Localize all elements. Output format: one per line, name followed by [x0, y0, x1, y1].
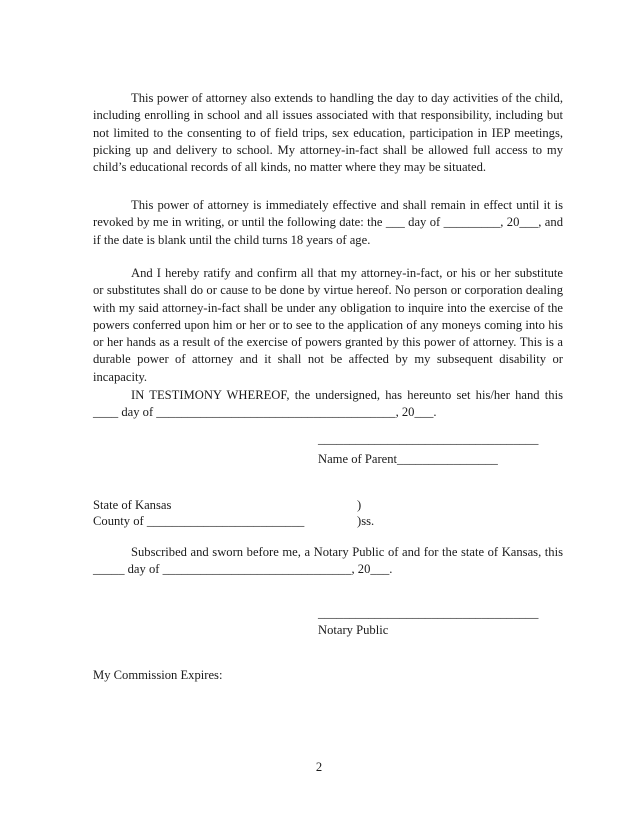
- paragraph-notary-subscription: Subscribed and sworn before me, a Notary Public of and for the state of Kansas, this _____ day of ______________________________, 20___.: [93, 545, 563, 577]
- county-ss-mark: )ss.: [357, 514, 375, 528]
- paragraph-educational-authority: This power of attorney also extends to handling the day to day activities of the child, including enrolling in school and all issues associated with that responsibility, including but not limited to the consenting to of field trips, sex education, participation in IEP meetings, picking up and delivery to school. My attorney-in-fact shall be allowed full access to my child’s educational records of all kinds, no matter where they may be situated.: [93, 91, 563, 175]
- commission-expires-label: My Commission Expires:: [93, 668, 223, 682]
- parent-signature-line: ___________________________________: [318, 432, 539, 446]
- paragraph-effective-period: This power of attorney is immediately effective and shall remain in effect until it is revoked by me in writing, or until the following date: the ___ day of _________, 20___, and if the date is blank until the child turns 18 years of age.: [93, 198, 563, 247]
- paragraph-ratification: And I hereby ratify and confirm all that my attorney-in-fact, or his or her substitute or substitutes shall do or cause to be done by virtue hereof. No person or corporation dealing with my said attorney-in-fact shall be under any obligation to inquire into the exercise of the powers conferred upon him or her or to see to the application of any moneys coming into his or her hands as a result of the exercise of powers granted by this power of attorney. This is a durable power of attorney and it shall not be affected by my subsequent disability or incapacity.: [93, 266, 563, 384]
- parent-name-label: Name of Parent________________: [318, 452, 498, 466]
- county-label: County of _________________________: [93, 514, 305, 528]
- paragraph-testimony: IN TESTIMONY WHEREOF, the undersigned, has hereunto set his/her hand this ____ day of ______________________________________, 20___.: [93, 388, 563, 420]
- notary-signature-line: ___________________________________: [318, 606, 539, 620]
- notary-public-label: Notary Public: [318, 623, 389, 637]
- state-bracket: ): [357, 498, 362, 512]
- state-label: State of Kansas: [93, 498, 172, 512]
- page-number: 2: [315, 760, 323, 774]
